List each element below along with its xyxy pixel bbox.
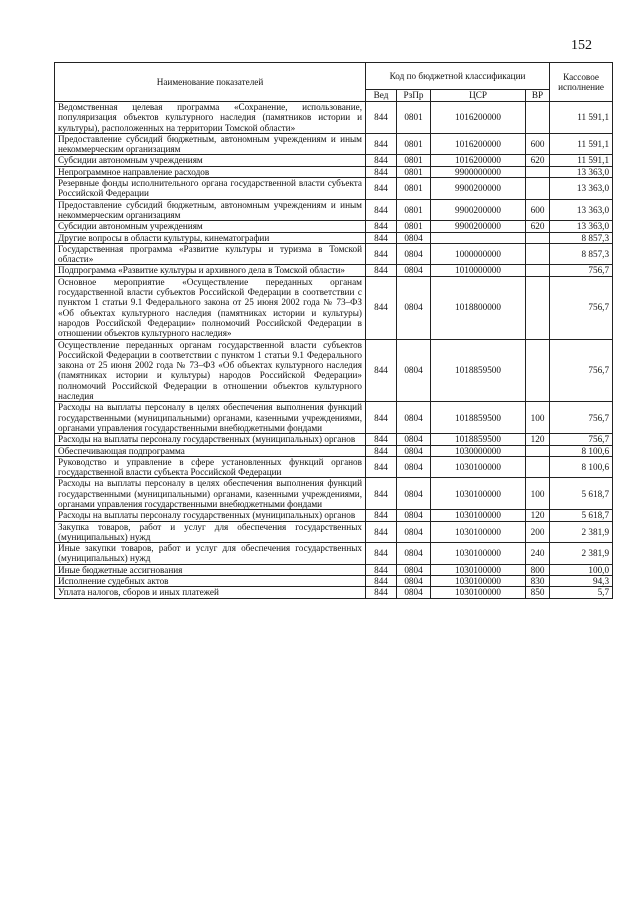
row-vr: 100	[526, 478, 550, 510]
row-amount: 11 591,1	[550, 155, 613, 166]
header-csr: ЦСР	[431, 90, 526, 102]
row-name: Расходы на выплаты персоналу государственных (муниципальных) органов	[55, 510, 366, 521]
row-amount: 13 363,0	[550, 221, 613, 232]
row-name: Предоставление субсидий бюджетным, автономным учреждениям и иным некоммерческим организациям	[55, 133, 366, 155]
row-amount: 13 363,0	[550, 199, 613, 221]
row-csr: 1030100000	[431, 543, 526, 565]
row-ved: 844	[366, 178, 397, 200]
row-ved: 844	[366, 456, 397, 478]
row-amount: 11 591,1	[550, 102, 613, 134]
row-amount: 5 618,7	[550, 478, 613, 510]
row-name: Государственная программа «Развитие культуры и туризма в Томской области»	[55, 243, 366, 265]
row-vr: 850	[526, 587, 550, 598]
row-rzpr: 0804	[397, 265, 431, 276]
row-amount: 13 363,0	[550, 178, 613, 200]
row-vr: 100	[526, 402, 550, 434]
row-csr: 1030100000	[431, 564, 526, 575]
row-rzpr: 0801	[397, 133, 431, 155]
row-rzpr: 0801	[397, 102, 431, 134]
row-amount: 756,7	[550, 402, 613, 434]
row-csr: 1010000000	[431, 265, 526, 276]
row-csr: 9900000000	[431, 166, 526, 177]
row-csr: 9900200000	[431, 221, 526, 232]
row-vr	[526, 166, 550, 177]
row-csr: 1030100000	[431, 456, 526, 478]
row-rzpr: 0804	[397, 276, 431, 339]
row-rzpr: 0804	[397, 521, 431, 543]
header-ved: Вед	[366, 90, 397, 102]
row-amount: 8 100,6	[550, 445, 613, 456]
table-row	[55, 543, 613, 565]
row-rzpr: 0801	[397, 178, 431, 200]
row-rzpr: 0804	[397, 243, 431, 265]
row-csr: 1018859500	[431, 339, 526, 402]
row-name: Исполнение судебных актов	[55, 576, 366, 587]
row-vr	[526, 178, 550, 200]
row-csr: 9900200000	[431, 199, 526, 221]
row-name: Иные закупки товаров, работ и услуг для обеспечения государственных (муниципальных) нужд	[55, 543, 366, 565]
row-ved: 844	[366, 276, 397, 339]
header-rzpr: РзПр	[397, 90, 431, 102]
budget-table	[54, 62, 613, 599]
row-rzpr: 0804	[397, 402, 431, 434]
row-name: Расходы на выплаты персоналу в целях обеспечения выполнения функций государственными (муниципальными) органами, казенными учреждениями, органами управления государственными внебюджетными фондами	[55, 402, 366, 434]
row-name: Закупка товаров, работ и услуг для обеспечения государственных (муниципальных) нужд	[55, 521, 366, 543]
row-vr	[526, 243, 550, 265]
table-row	[55, 166, 613, 177]
row-amount: 5,7	[550, 587, 613, 598]
row-name: Предоставление субсидий бюджетным, автономным учреждениям и иным некоммерческим организациям	[55, 199, 366, 221]
table-row	[55, 402, 613, 434]
row-name: Ведомственная целевая программа «Сохранение, использование, популяризация объектов культурного наследия (памятников истории и культуры), расположенных на территории Томской области»	[55, 102, 366, 134]
table-row	[55, 178, 613, 200]
table-row	[55, 199, 613, 221]
row-csr: 1018859500	[431, 434, 526, 445]
row-rzpr: 0801	[397, 221, 431, 232]
row-csr: 1030100000	[431, 521, 526, 543]
row-amount: 5 618,7	[550, 510, 613, 521]
row-rzpr: 0804	[397, 232, 431, 243]
row-amount: 94,3	[550, 576, 613, 587]
row-amount: 2 381,9	[550, 543, 613, 565]
row-vr	[526, 339, 550, 402]
table-row	[55, 521, 613, 543]
row-ved: 844	[366, 510, 397, 521]
row-rzpr: 0804	[397, 587, 431, 598]
row-csr: 1016200000	[431, 133, 526, 155]
header-cash-execution: Кассовое исполнение	[550, 63, 613, 102]
row-amount: 11 591,1	[550, 133, 613, 155]
table-row	[55, 221, 613, 232]
row-csr: 1018859500	[431, 402, 526, 434]
row-rzpr: 0804	[397, 510, 431, 521]
table-row	[55, 155, 613, 166]
row-ved: 844	[366, 576, 397, 587]
table-row	[55, 243, 613, 265]
table-row	[55, 587, 613, 598]
row-ved: 844	[366, 521, 397, 543]
row-vr	[526, 265, 550, 276]
row-ved: 844	[366, 339, 397, 402]
row-ved: 844	[366, 478, 397, 510]
row-vr: 620	[526, 155, 550, 166]
row-vr: 600	[526, 133, 550, 155]
row-name: Иные бюджетные ассигнования	[55, 564, 366, 575]
row-vr: 200	[526, 521, 550, 543]
row-rzpr: 0804	[397, 445, 431, 456]
row-rzpr: 0804	[397, 564, 431, 575]
row-ved: 844	[366, 402, 397, 434]
row-csr: 1030100000	[431, 576, 526, 587]
row-ved: 844	[366, 232, 397, 243]
row-rzpr: 0804	[397, 543, 431, 565]
row-ved: 844	[366, 587, 397, 598]
row-rzpr: 0804	[397, 456, 431, 478]
table-row	[55, 456, 613, 478]
row-ved: 844	[366, 221, 397, 232]
row-ved: 844	[366, 543, 397, 565]
row-rzpr: 0804	[397, 339, 431, 402]
row-amount: 756,7	[550, 265, 613, 276]
row-ved: 844	[366, 155, 397, 166]
row-name: Руководство и управление в сфере установленных функций органов государственной власти субъекта Российской Федерации	[55, 456, 366, 478]
row-name: Осуществление переданных органам государственной власти субъектов Российской Федерации в соответствии с пунктом 1 статьи 9.1 Федерального закона от 25 июня 2002 года № 73–ФЗ «Об объектах культурного наследия (памятниках истории и культуры) народов Российской Федерации» полномочий Российской Федерации в отношении объектов культурного наследия	[55, 339, 366, 402]
row-rzpr: 0804	[397, 478, 431, 510]
row-name: Субсидии автономным учреждениям	[55, 155, 366, 166]
row-ved: 844	[366, 434, 397, 445]
row-vr: 240	[526, 543, 550, 565]
row-ved: 844	[366, 133, 397, 155]
table-row	[55, 276, 613, 339]
table-body	[55, 102, 613, 599]
row-vr: 800	[526, 564, 550, 575]
row-csr: 1018800000	[431, 276, 526, 339]
row-ved: 844	[366, 102, 397, 134]
row-ved: 844	[366, 199, 397, 221]
table-row	[55, 102, 613, 134]
row-vr	[526, 276, 550, 339]
row-rzpr: 0801	[397, 155, 431, 166]
header-name: Наименование показателей	[55, 63, 366, 102]
table-row	[55, 434, 613, 445]
row-vr: 120	[526, 434, 550, 445]
row-vr	[526, 232, 550, 243]
row-ved: 844	[366, 265, 397, 276]
row-name: Основное мероприятие «Осуществление переданных органам государственной власти субъектов Российской Федерации в соответствии с пунктом 1 статьи 9.1 Федерального закона от 25 июня 2002 года № 73–ФЗ «Об объектах культурного наследия (памятниках истории и культуры) народов Российской Федерации» полномочий Российской Федерации в отношении объектов культурного наследия»	[55, 276, 366, 339]
row-name: Субсидии автономным учреждениям	[55, 221, 366, 232]
table-row	[55, 576, 613, 587]
table-row	[55, 265, 613, 276]
row-rzpr: 0804	[397, 434, 431, 445]
row-name: Расходы на выплаты персоналу государственных (муниципальных) органов	[55, 434, 366, 445]
row-amount: 756,7	[550, 339, 613, 402]
row-amount: 8 857,3	[550, 232, 613, 243]
row-ved: 844	[366, 243, 397, 265]
page-number: 152	[571, 38, 592, 53]
row-csr: 1000000000	[431, 243, 526, 265]
table-row	[55, 445, 613, 456]
row-vr: 830	[526, 576, 550, 587]
row-csr: 1030100000	[431, 478, 526, 510]
row-rzpr: 0801	[397, 199, 431, 221]
row-csr: 9900200000	[431, 178, 526, 200]
row-vr: 620	[526, 221, 550, 232]
row-name: Уплата налогов, сборов и иных платежей	[55, 587, 366, 598]
row-name: Подпрограмма «Развитие культуры и архивного дела в Томской области»	[55, 265, 366, 276]
row-vr: 120	[526, 510, 550, 521]
table-row	[55, 478, 613, 510]
table-row	[55, 510, 613, 521]
row-vr: 600	[526, 199, 550, 221]
row-csr: 1030000000	[431, 445, 526, 456]
row-ved: 844	[366, 564, 397, 575]
header-vr: ВР	[526, 90, 550, 102]
row-csr	[431, 232, 526, 243]
row-rzpr: 0801	[397, 166, 431, 177]
row-name: Непрограммное направление расходов	[55, 166, 366, 177]
row-amount: 2 381,9	[550, 521, 613, 543]
row-csr: 1030100000	[431, 587, 526, 598]
row-csr: 1016200000	[431, 102, 526, 134]
row-csr: 1030100000	[431, 510, 526, 521]
row-rzpr: 0804	[397, 576, 431, 587]
row-csr: 1016200000	[431, 155, 526, 166]
table-row	[55, 133, 613, 155]
row-vr	[526, 456, 550, 478]
row-amount: 100,0	[550, 564, 613, 575]
row-vr	[526, 102, 550, 134]
row-vr	[526, 445, 550, 456]
row-name: Другие вопросы в области культуры, кинематографии	[55, 232, 366, 243]
table-row	[55, 339, 613, 402]
header-code-group: Код по бюджетной классификации	[366, 63, 550, 90]
row-amount: 756,7	[550, 276, 613, 339]
row-amount: 8 100,6	[550, 456, 613, 478]
row-name: Резервные фонды исполнительного органа государственной власти субъекта Российской Федерации	[55, 178, 366, 200]
table-row	[55, 564, 613, 575]
table-row	[55, 232, 613, 243]
row-ved: 844	[366, 445, 397, 456]
row-amount: 8 857,3	[550, 243, 613, 265]
row-amount: 13 363,0	[550, 166, 613, 177]
row-ved: 844	[366, 166, 397, 177]
row-amount: 756,7	[550, 434, 613, 445]
row-name: Обеспечивающая подпрограмма	[55, 445, 366, 456]
row-name: Расходы на выплаты персоналу в целях обеспечения выполнения функций государственными (муниципальными) органами, казенными учреждениями, органами управления государственными внебюджетными фондами	[55, 478, 366, 510]
